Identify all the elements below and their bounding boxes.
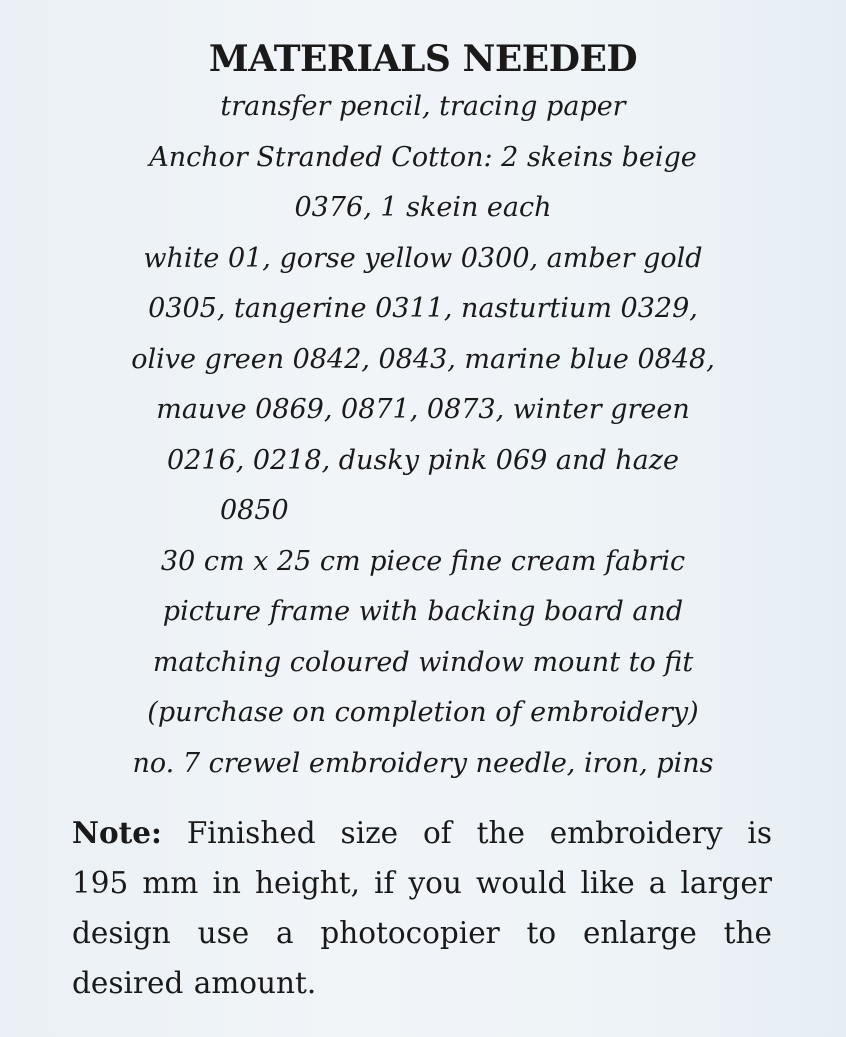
note-line: desired amount. (72, 966, 317, 1000)
materials-line: transfer pencil, tracing paper (220, 91, 626, 122)
note-text: Finished size of the embroidery is (186, 816, 772, 850)
materials-line: white 01, gorse yellow 0300, amber gold (143, 242, 703, 274)
materials-line: 30 cm x 25 cm piece fine cream fabric (160, 545, 686, 577)
materials-line: mauve 0869, 0871, 0873, winter green (156, 394, 690, 425)
materials-line: no. 7 crewel embroidery needle, iron, pins (132, 747, 714, 779)
materials-line: 0216, 0218, dusky pink 069 and haze (167, 444, 679, 476)
note-section (72, 808, 772, 1008)
materials-line: Anchor Stranded Cotton: 2 skeins beige (149, 141, 697, 173)
materials-line: 0376, 1 skein each (294, 192, 552, 223)
materials-section (50, 36, 796, 789)
materials-line: matching coloured window mount to fit (152, 646, 694, 678)
materials-heading: MATERIALS NEEDED (208, 38, 638, 80)
note-line: design use a photocopier to enlarge the (72, 916, 772, 950)
materials-line: picture frame with backing board and (162, 596, 684, 627)
note-line: 195 mm in height, if you would like a larger (72, 866, 772, 900)
note-label: Note: (72, 815, 162, 850)
materials-line: olive green 0842, 0843, marine blue 0848, (131, 343, 715, 375)
materials-line: (purchase on completion of embroidery) (147, 697, 699, 728)
note-line (72, 808, 772, 858)
materials-line: 0305, tangerine 0311, nasturtium 0329, (148, 293, 698, 324)
materials-line: 0850 (220, 495, 289, 526)
